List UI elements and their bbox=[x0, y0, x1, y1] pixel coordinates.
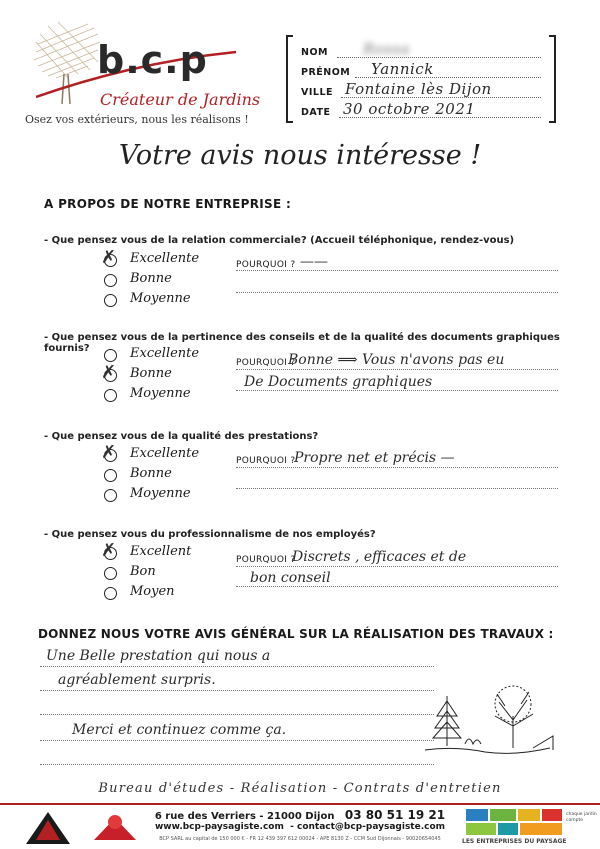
q2-answer-2: De Documents graphiques bbox=[244, 374, 433, 390]
q3-answer-line-1 bbox=[236, 467, 558, 468]
email-link[interactable]: contact@bcp-paysagiste.com bbox=[296, 822, 446, 832]
legal-mentions: BCP SARL au capital de 150 000 € - FR 12 439 397 612 00024 - APE 8130 Z - CCM Sud Dijonnais - 90020654045 bbox=[159, 836, 441, 842]
brand-name: b.c.p bbox=[97, 38, 208, 82]
question-4: - Que pensez vous du professionnalisme de nos employés? bbox=[44, 529, 376, 540]
date-label: DATE bbox=[301, 107, 331, 118]
q4-answer-1: Discrets , efficaces et de bbox=[292, 549, 467, 565]
prenom-value: Yannick bbox=[371, 60, 434, 78]
client-city-row bbox=[301, 82, 541, 100]
entreprises-paysage-label: LES ENTREPRISES DU PAYSAGE bbox=[462, 838, 567, 845]
general-answer-2: agréablement surpris. bbox=[58, 672, 216, 688]
date-value: 30 octobre 2021 bbox=[343, 100, 476, 118]
q4-why-label: POURQUOI ? bbox=[236, 555, 296, 565]
q1-why-label: POURQUOI ? bbox=[236, 260, 296, 270]
ville-value: Fontaine lès Dijon bbox=[345, 80, 492, 98]
nom-value: Rossa bbox=[363, 40, 411, 58]
brand-subtitle: Créateur de Jardins bbox=[100, 90, 261, 109]
general-answer-1: Une Belle prestation qui nous a bbox=[46, 648, 271, 664]
services-line: Bureau d'études - Réalisation - Contrats d'entretien bbox=[98, 781, 502, 796]
page-title: Votre avis nous intéresse ! bbox=[118, 140, 482, 171]
q2-answer-line-2 bbox=[236, 390, 558, 391]
garden-illustration-icon bbox=[425, 676, 555, 761]
general-line-4 bbox=[40, 740, 434, 741]
address: 6 rue des Verriers - 21000 Dijon bbox=[154, 811, 335, 822]
q1-answer-1: —— bbox=[300, 254, 328, 270]
q2-why-label: POURQUOI ? bbox=[236, 358, 296, 368]
website-link[interactable]: www.bcp-paysagiste.com bbox=[154, 822, 284, 832]
brand-tagline: Osez vos extérieurs, nous les réalisons ! bbox=[25, 113, 249, 126]
q2-answer-line-1 bbox=[236, 369, 558, 370]
general-line-5 bbox=[40, 764, 434, 765]
nom-label: NOM bbox=[301, 47, 328, 58]
q3-answer-1: Propre net et précis — bbox=[294, 450, 455, 466]
q2-answer-1: Bonne ⟹ Vous n'avons pas eu bbox=[288, 352, 505, 368]
client-name-row bbox=[301, 42, 541, 60]
web-email-line: www.bcp-paysagiste.com - contact@bcp-paysagiste.com bbox=[154, 822, 446, 832]
question-3: - Que pensez vous de la qualité des prestations? bbox=[44, 431, 319, 442]
checkmark-cross-icon: ✗ bbox=[101, 247, 117, 268]
q4-answer-2: bon conseil bbox=[250, 570, 331, 586]
prenom-label: PRÉNOM bbox=[301, 67, 351, 78]
general-line-2 bbox=[40, 690, 434, 691]
q1-answer-line-1 bbox=[236, 270, 558, 271]
q3-why-label: POURQUOI ? bbox=[236, 456, 296, 466]
q4-answer-line-1 bbox=[236, 566, 558, 567]
client-date-row bbox=[301, 102, 541, 120]
section-heading: A PROPOS DE NOTRE ENTREPRISE : bbox=[44, 197, 292, 211]
q4-answer-line-2 bbox=[236, 586, 558, 587]
general-line-1 bbox=[40, 666, 434, 667]
entreprises-paysage-slogan: chaque jardin compte bbox=[566, 812, 597, 823]
question-2: - Que pensez vous de la pertinence des conseils et de la qualité des documents graphiques fournis? bbox=[44, 332, 560, 354]
general-answer-4: Merci et continuez comme ça. bbox=[72, 722, 287, 738]
general-opinion-heading: DONNEZ NOUS VOTRE AVIS GÉNÉRAL SUR LA RÉALISATION DES TRAVAUX : bbox=[38, 627, 554, 641]
checkmark-cross-icon: ✗ bbox=[101, 442, 117, 463]
checkmark-cross-icon: ✗ bbox=[101, 362, 117, 383]
q3-answer-line-2 bbox=[236, 488, 558, 489]
ville-label: VILLE bbox=[301, 87, 333, 98]
checkmark-cross-icon: ✗ bbox=[101, 540, 117, 561]
phone-number: 03 80 51 19 21 bbox=[344, 808, 446, 822]
client-firstname-row bbox=[301, 62, 541, 80]
q1-answer-line-2 bbox=[236, 292, 558, 293]
client-info-box bbox=[285, 34, 557, 124]
general-line-3 bbox=[40, 714, 434, 715]
footer-divider bbox=[0, 803, 600, 805]
entreprises-paysage-logo-icon bbox=[466, 809, 562, 837]
question-1: - Que pensez vous de la relation commerciale? (Accueil téléphonique, rendez-vous) bbox=[44, 235, 515, 246]
